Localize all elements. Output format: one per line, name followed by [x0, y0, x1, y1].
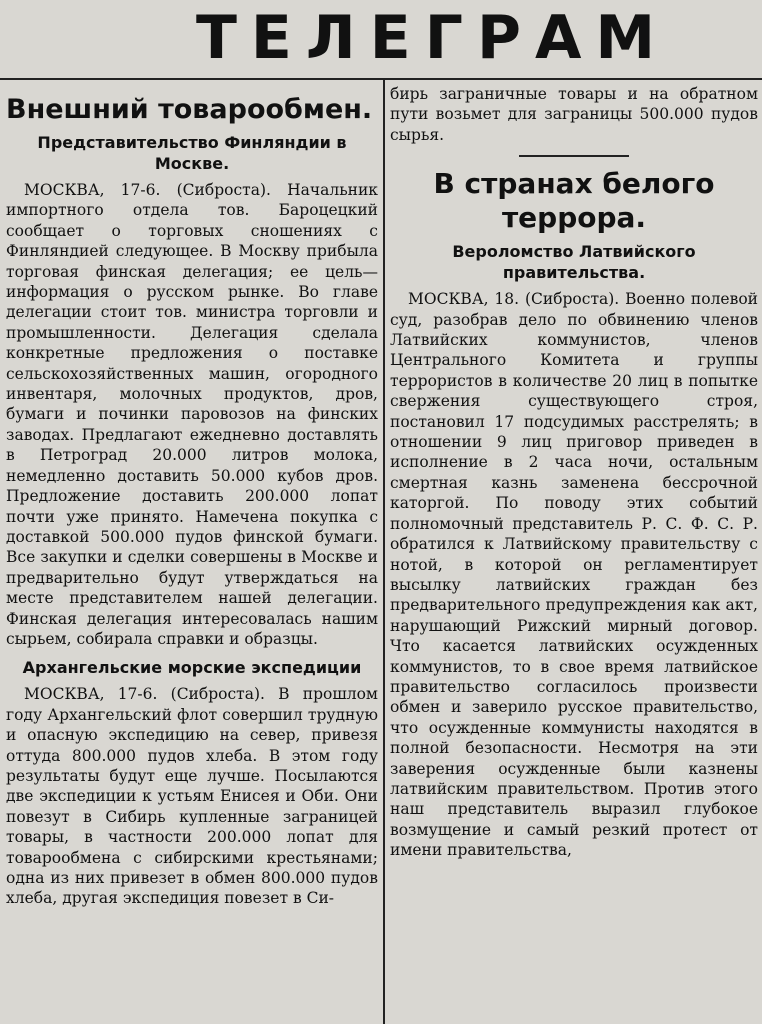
- column-divider: [383, 80, 385, 1024]
- left-column: [6, 84, 378, 909]
- continuation-text: бирь заграничные товары и на обратном пути возьмет для заграницы 500.000 пудов сырья.: [390, 85, 758, 144]
- right-column: [390, 84, 758, 861]
- headline-trade: Внешний товарообмен.: [6, 94, 373, 125]
- newspaper-banner: [0, 0, 762, 80]
- article-latvia-text: МОСКВА, 18. (Сиброста). Военно полевой суд, разобрав дело по обвинению членов Латвийских коммунистов, членов Центрального Комитета и группы террористов в количестве 20 лиц в попытке свержения существующего строя, постановил 17 подсудимых расстрелять; в отношении 9 лиц приговор приведен в исполнение в 2 часа ночи, остальным смертная казнь заменена бессрочной каторгой. По поводу этих событий полномочный представитель Р. С. Ф. С. Р. обратился к Латвийскому правительству с нотой, в которой он регламентирует высылку латвийских граждан без предварительного предупреждения как акт, нарушающий Рижский мирный договор. Что касается латвийских осужденных коммунистов, то в свое время латвийское правительство согласилось произвести обмен и заверило русское правительство, что осужденные коммунисты находятся в полной безопасности. Несмотря на эти заверения осужденные были казнены латвийским правительством. Против этого наш представитель выразил глубокое возмущение и самый резкий протест от имени правительства,: [390, 290, 758, 860]
- subhead-arkhangelsk: Архангельские морские экспедиции: [22, 658, 362, 678]
- subhead-latvia: Вероломство Латвийского правительства.: [452, 242, 696, 283]
- article-arkhangelsk-text: МОСКВА, 17-6. (Сиброста). В прошлом году Архангельский флот совершил трудную и опасную экспедицию на север, привезя оттуда 800.000 пудов хлеба. В этом году результаты будут еще лучше. Посылаются две экспедиции к устьям Енисея и Оби. Они повезут в Сибирь купленные заграницей товары, в частности 200.000 лопат для товарообмена с сибирскими крестьянами; одна из них привезет в обмен 800.000 пудов хлеба, другая экспедиция повезет в Си-: [6, 685, 378, 908]
- article-finland-text: МОСКВА, 17-6. (Сиброста). Начальник импортного отдела тов. Бароцецкий сообщает о торговых сношениях с Финляндией следующее. В Москву прибыла торговая финская делегация; ее цель—информация о русском рынке. Во главе делегации стоит тов. министра торговли и промышленности. Делегация сделала конкретные предложения о поставке сельскохозяйственных машин, огородного инвентаря, молочных продуктов, дров, бумаги и починки паровозов на финских заводах. Предлагают ежедневно доставлять в Петроград 20.000 литров молока, немедленно доставить 50.000 кубов дров. Предложение доставить 200.000 лопат почти уже принято. Намечена покупка с доставкой 500.000 пудов финской бумаги. Все закупки и сделки совершены в Москве и предварительно будут утверждаться на месте представителем нашей делегации. Финская делегация интересовалась нашим сырьем, собирала справки и образцы.: [6, 181, 378, 648]
- headline-white-terror: В странах белого террора.: [433, 167, 715, 235]
- section-rule: [519, 155, 629, 157]
- banner-title: ТЕЛЕГРАМ: [196, 3, 670, 73]
- subhead-finland: Представительство Финляндии в Москве.: [37, 133, 347, 173]
